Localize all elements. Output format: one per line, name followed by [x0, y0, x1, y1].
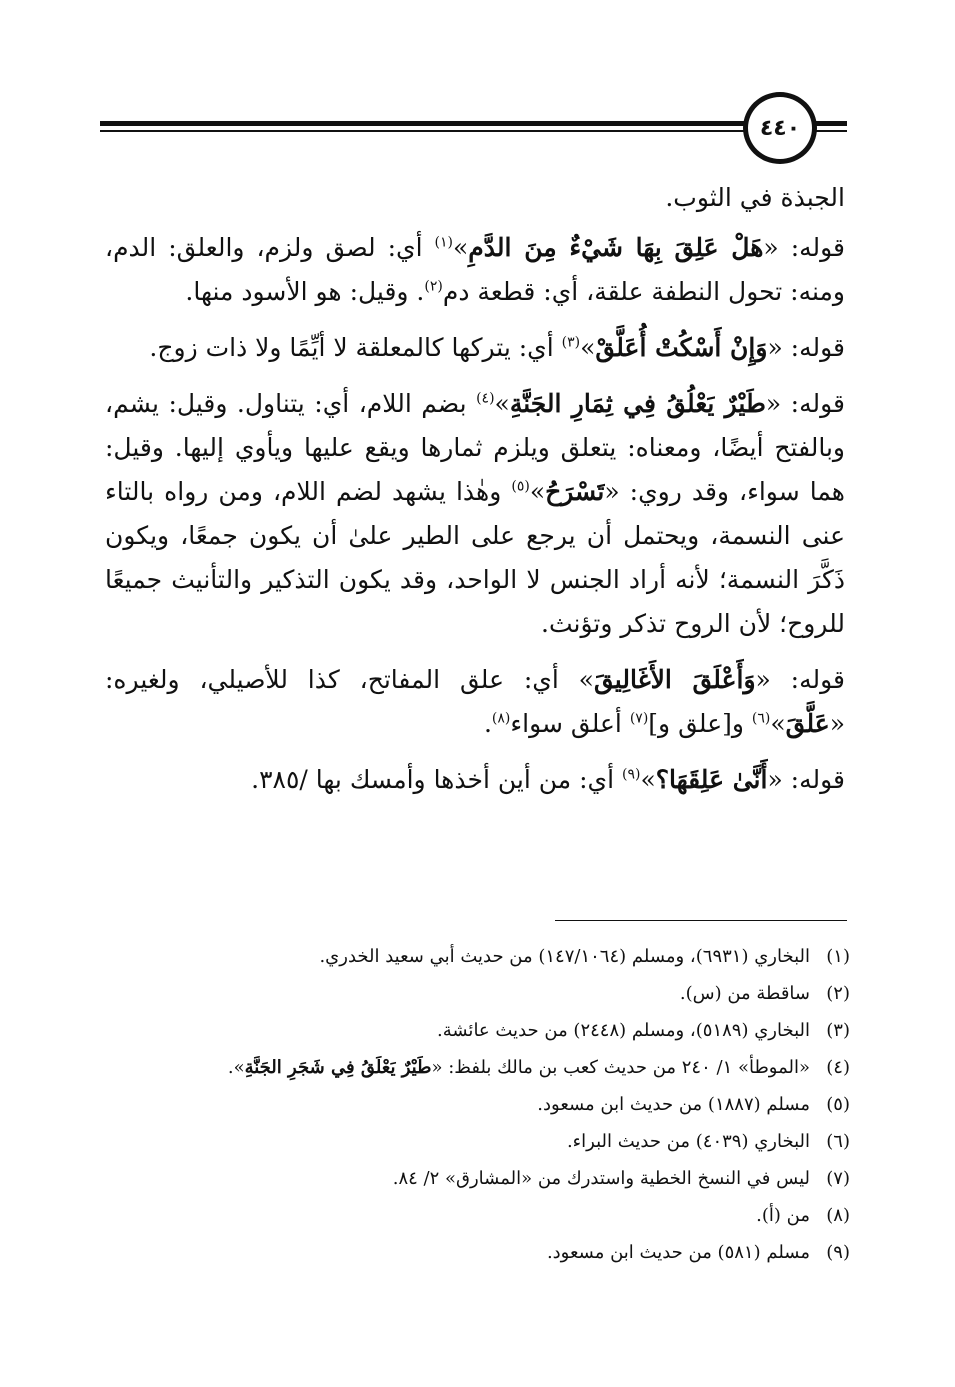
- paragraph-text: »: [529, 477, 546, 506]
- footnote-item: [105, 1123, 850, 1160]
- footnote-number: (٣): [826, 1020, 850, 1041]
- paragraph-text: »: [770, 709, 786, 738]
- footnote-number: (١): [826, 946, 850, 967]
- paragraph-text: قوله: «: [767, 333, 845, 362]
- footnote-item: [105, 1086, 850, 1123]
- quoted-hadith: وَأَعْلَقَ الأَغَالِيقَ: [593, 665, 756, 694]
- footnote-number: (٤): [826, 1057, 850, 1078]
- page-header: [100, 92, 845, 162]
- quoted-hadith: تَسْرَحُ: [545, 477, 605, 506]
- paragraph-text: و[علق و]: [648, 709, 752, 738]
- header-rule-tail-thin: [815, 130, 847, 132]
- footnote-number: (٩): [826, 1242, 850, 1263]
- paragraph-text: أي: لصق ولزم، والعلق: الدم، ومنه: تحول النطفة علقة، أي: قطعة دم: [105, 233, 845, 306]
- footnotes: [105, 938, 850, 1271]
- paragraph-text: أي: من أين أخذها وأمسك بها /٣٨٥.: [251, 765, 622, 794]
- footnote-item: [105, 1012, 850, 1049]
- quoted-hadith: طَيْرٌ يَعْلُقُ فِي ثِمَارِ الجَنَّةِ: [509, 389, 766, 418]
- footnote-text: ليس في النسخ الخطية واستدرك من «المشارق» ٢/ ٨٤.: [392, 1168, 810, 1189]
- header-rule-thick: [100, 121, 745, 126]
- paragraph-text: قوله: «: [755, 665, 845, 694]
- quoted-hadith: طَيْرٌ يَعْلَقُ فِي شَجَرِ الجَنَّةِ: [244, 1057, 432, 1078]
- main-text: [105, 176, 845, 814]
- paragraph-text: »: [578, 665, 594, 694]
- paragraph: [105, 176, 845, 220]
- paragraph-text: . وقيل: هو الأسود منها.: [185, 277, 425, 306]
- footnote-text: البخاري (٦٩٣١)، ومسلم (١٤٧/١٠٦٤) من حديث أبي سعيد الخدري.: [319, 946, 810, 967]
- footnote-text: [105, 1049, 810, 1086]
- header-rule-tail-thick: [815, 121, 847, 126]
- footnote-text-part: «الموطأ» ١/ ٢٤٠ من حديث كعب بن مالك بلفظ: «: [431, 1057, 810, 1078]
- paragraph: [105, 382, 845, 646]
- paragraph-text: أي: علق المفاتح، كذا للأصيلي، ولغيره: «: [105, 665, 845, 738]
- paragraph: [105, 758, 845, 802]
- footnote-text: من (أ).: [756, 1205, 810, 1226]
- footnote-number: (٢): [826, 983, 850, 1004]
- paragraph-text: »: [580, 333, 596, 362]
- footnote-item: [105, 1197, 850, 1234]
- paragraph-text: أعلق سواء: [510, 709, 630, 738]
- paragraph-text: قوله: «: [767, 765, 845, 794]
- footnote-item: [105, 938, 850, 975]
- footnote-number: (٥): [826, 1094, 850, 1115]
- footnote-text-part: ».: [227, 1057, 245, 1078]
- footnote-number: (٦): [826, 1131, 850, 1152]
- footnote-text: ساقطة من (س).: [679, 983, 810, 1004]
- paragraph-text: أي: يتركها كالمعلقة لا أيِّمًا ولا ذات زوج.: [149, 333, 562, 362]
- footnote-number: (٧): [826, 1168, 850, 1189]
- page-number: ٤٤٠: [743, 92, 817, 164]
- footnote-ref[interactable]: (٦): [751, 710, 771, 727]
- paragraph-text: بضم اللام، أي: يتناول. وقيل: يشم، وبالفتح أيضًا، ومعناه: يتعلق ويلزم ثمارها ويقع عليها ويأوي إليها. وقيل: هما سواء، وقد روي: «: [105, 389, 845, 506]
- footnote-ref[interactable]: (٨): [491, 710, 511, 727]
- paragraph-text: »: [494, 389, 510, 418]
- footnote-item: [105, 975, 850, 1012]
- footnote-ref[interactable]: (٥): [511, 478, 530, 495]
- quoted-hadith: هَلْ عَلِقَ بِهَا شَيْءٌ مِنَ الدَّمِ: [468, 233, 764, 262]
- paragraph-text: .: [483, 709, 492, 738]
- paragraph: [105, 226, 845, 314]
- header-rule-thin: [100, 130, 745, 132]
- paragraph-text: وهٰذا يشهد لضم اللام، ومن رواه بالتاء عنى النسمة، ويحتمل أن يرجع على الطير علىٰ أن يكون جمعًا، ويكون ذَكَّرَ النسمة؛ لأنه أراد الجنس لا الواحد، وقد يكون التذكير والتأنيث جميعًا للروح؛ لأن الروح تذكر وتؤنث.: [105, 477, 845, 638]
- footnote-item: [105, 1234, 850, 1271]
- footnote-ref[interactable]: (٧): [629, 710, 649, 727]
- footnote-text: البخاري (٥١٨٩)، ومسلم (٢٤٤٨) من حديث عائشة.: [437, 1020, 810, 1041]
- quoted-hadith: عَلَّقَ: [785, 709, 830, 738]
- paragraph: [105, 326, 845, 370]
- footnote-ref[interactable]: (٩): [621, 766, 641, 783]
- paragraph-text: »: [453, 233, 469, 262]
- footnote-ref[interactable]: (٤): [476, 390, 495, 407]
- paragraph-text: »: [640, 765, 656, 794]
- footnote-ref[interactable]: (١): [434, 234, 453, 251]
- footnote-divider: [555, 920, 847, 921]
- quoted-hadith: أَنَّىٰ عَلِقَهَا؟: [655, 765, 768, 794]
- footnote-text: مسلم (١٨٨٧) من حديث ابن مسعود.: [537, 1094, 810, 1115]
- paragraph-text: الجبذة في الثوب.: [665, 183, 845, 212]
- footnote-item: [105, 1160, 850, 1197]
- footnote-number: (٨): [826, 1205, 850, 1226]
- paragraph-text: قوله: «: [763, 233, 845, 262]
- paragraph: [105, 658, 845, 746]
- footnote-ref[interactable]: (٣): [561, 334, 581, 351]
- footnote-text: البخاري (٤٠٣٩) من حديث البراء.: [566, 1131, 810, 1152]
- paragraph-text: قوله: «: [765, 389, 845, 418]
- footnote-ref[interactable]: (٢): [424, 278, 443, 295]
- quoted-hadith: وَإِنْ أَسْكُتْ أُعَلَّقْ: [595, 333, 768, 362]
- footnote-text: مسلم (٥٨١) من حديث ابن مسعود.: [546, 1242, 810, 1263]
- footnote-item: [105, 1049, 850, 1086]
